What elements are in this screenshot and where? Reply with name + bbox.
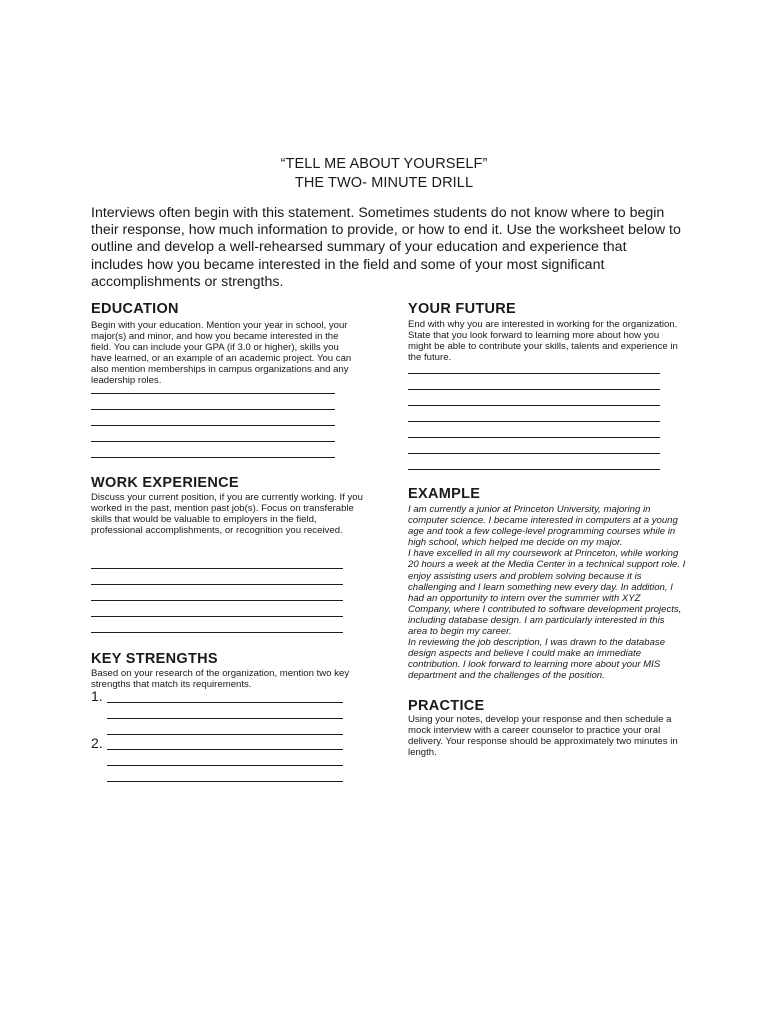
work-experience-heading: WORK EXPERIENCE <box>91 475 239 491</box>
example-heading: EXAMPLE <box>408 486 481 502</box>
education-answer-line[interactable] <box>91 441 335 442</box>
work-experience-answer-line[interactable] <box>91 600 343 601</box>
education-answer-line[interactable] <box>91 409 335 410</box>
key-strengths-instructions: Based on your research of the organization, mention two key strengths that match its requirements. <box>91 668 350 691</box>
work-experience-answer-line[interactable] <box>91 568 343 569</box>
education-answer-line[interactable] <box>91 457 335 458</box>
example-paragraph-3: In reviewing the job description, I was drawn to the database design aspects and believe I could make an immediate contribution. I look forward to learning more about your MIS department and the challenges of the position. <box>408 637 666 682</box>
intro-paragraph: Interviews often begin with this statement. Sometimes students do not know where to begin their response, how much information to provide, or how to end it. Use the worksheet below to outline and develop a well-rehearsed summary of your education and experience that includes how you became interested in the field and some of your most significant accomplishments or strengths. <box>91 205 681 290</box>
example-text <box>408 504 686 682</box>
your-future-answer-line[interactable] <box>408 437 660 438</box>
your-future-answer-line[interactable] <box>408 373 660 374</box>
example-paragraph-2: I have excelled in all my coursework at Princeton, while working 20 hours a week at the Media Center in a technical support role. I enjoy assisting users and problem solving because it is challenging and I learn something new every day. In addition, I had an opportunity to intern over the summer with XYZ Company, where I contributed to software development projects, including database design. I am particularly interested in this area to begin my career. <box>408 548 686 638</box>
practice-instructions: Using your notes, develop your response and then schedule a mock interview with a career counselor to practice your oral delivery. Your response should be approximately two minutes in length. <box>408 714 678 759</box>
strength-number-2: 2. <box>91 735 103 751</box>
strength-1-answer-line[interactable] <box>107 718 343 719</box>
work-experience-instructions: Discuss your current position, if you are currently working. If you worked in the past, mention past job(s). Focus on transferable skills that would be valuable to employers in the field, professional accomplishments, or recognition you received. <box>91 492 363 537</box>
your-future-answer-line[interactable] <box>408 389 660 390</box>
title-line-2: THE TWO- MINUTE DRILL <box>294 175 474 191</box>
your-future-answer-line[interactable] <box>408 469 660 470</box>
practice-heading: PRACTICE <box>408 698 485 714</box>
work-experience-answer-line[interactable] <box>91 616 343 617</box>
your-future-answer-line[interactable] <box>408 421 660 422</box>
strength-2-answer-line[interactable] <box>107 781 343 782</box>
education-answer-line[interactable] <box>91 425 335 426</box>
key-strengths-heading: KEY STRENGTHS <box>91 651 218 667</box>
your-future-answer-line[interactable] <box>408 453 660 454</box>
strength-2-answer-line[interactable] <box>107 765 343 766</box>
strength-1-answer-line[interactable] <box>107 734 343 735</box>
work-experience-answer-line[interactable] <box>91 632 343 633</box>
education-answer-line[interactable] <box>91 393 335 394</box>
example-paragraph-1: I am currently a junior at Princeton University, majoring in computer science. I became interested in computers at a young age and took a few college-level programming courses while in high school, which helped me decide on my major. <box>408 504 678 549</box>
your-future-heading: YOUR FUTURE <box>408 301 517 317</box>
education-instructions: Begin with your education. Mention your year in school, your major(s) and minor, and how you became interested in the field. You can include your GPA (if 3.0 or higher), skills you have learned, or an example of an academic project. You can also mention memberships in campus organizations and any leadership roles. <box>91 320 352 387</box>
strength-number-1: 1. <box>91 688 103 704</box>
education-heading: EDUCATION <box>91 301 179 317</box>
your-future-instructions: End with why you are interested in working for the organization. State that you look forward to learning more about how you might be able to contribute your skills, talents and experience in the future. <box>408 319 678 364</box>
strength-2-answer-line[interactable] <box>107 749 343 750</box>
title-line-1: “TELL ME ABOUT YOURSELF” <box>280 156 488 172</box>
your-future-answer-line[interactable] <box>408 405 660 406</box>
work-experience-answer-line[interactable] <box>91 584 343 585</box>
strength-1-answer-line[interactable] <box>107 702 343 703</box>
